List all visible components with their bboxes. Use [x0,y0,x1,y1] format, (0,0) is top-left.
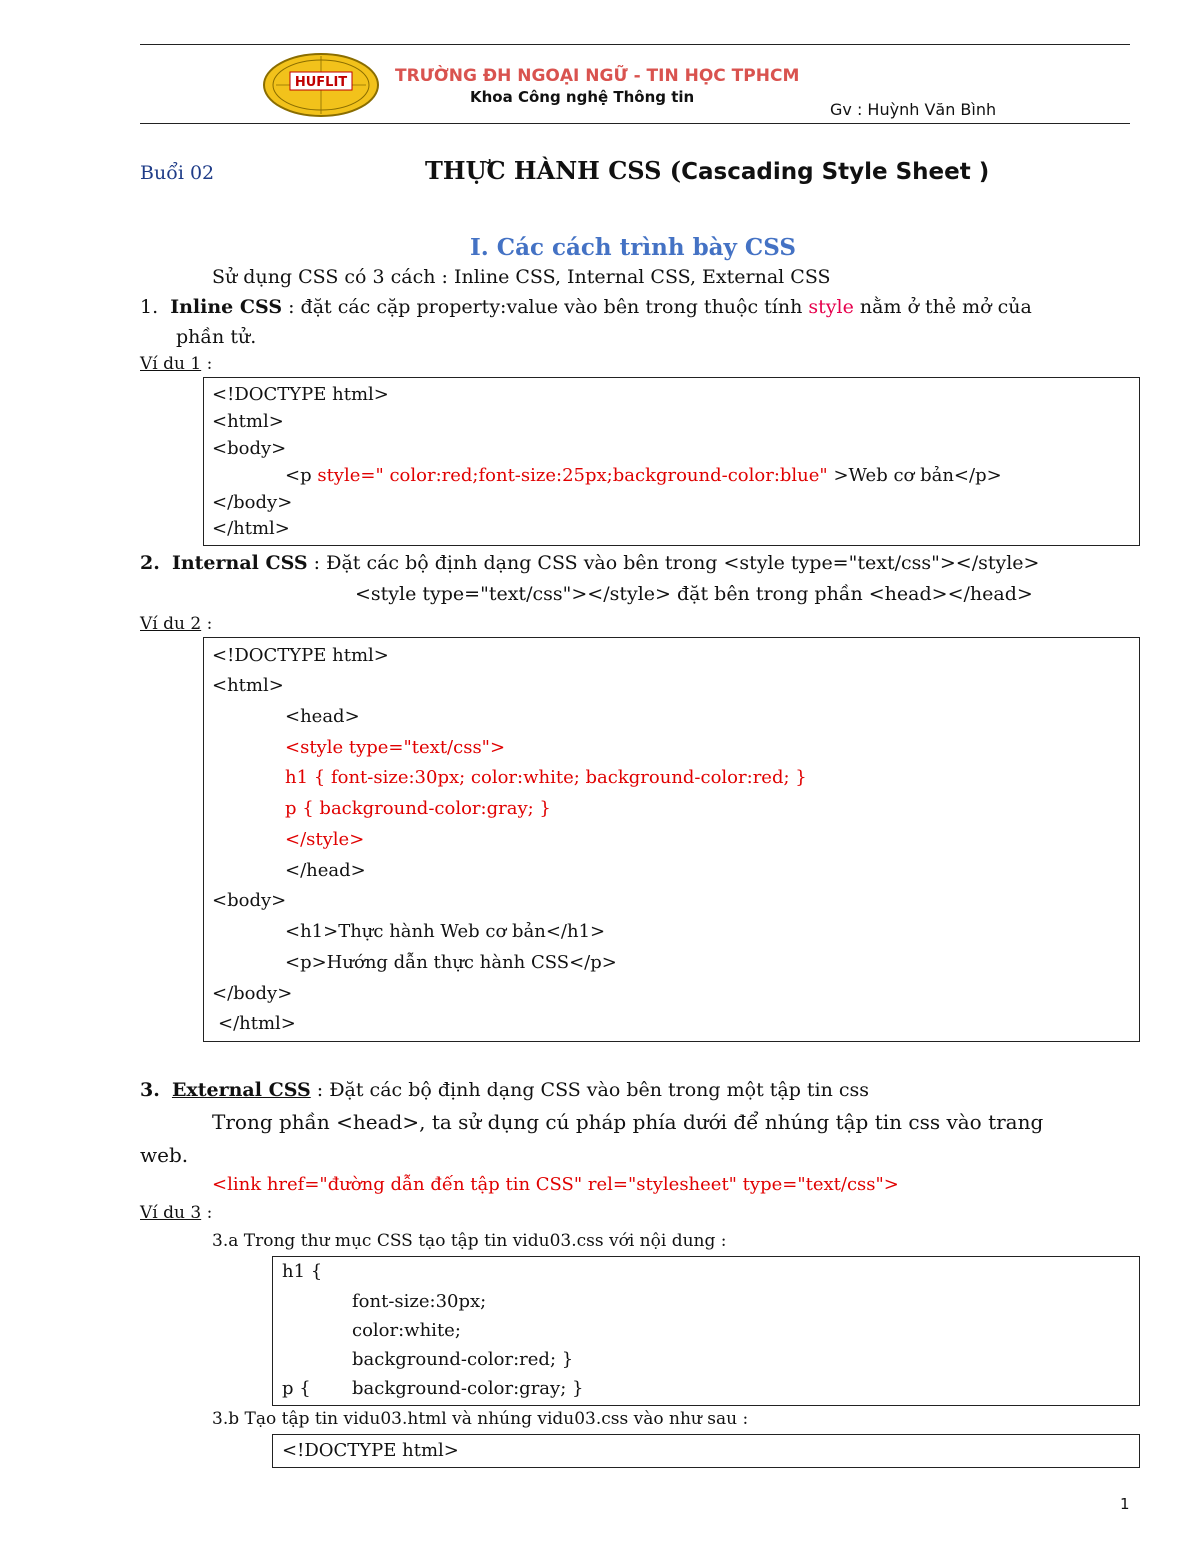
code2-line: p { background-color:gray; } [285,798,551,819]
teacher-name: Gv : Huỳnh Văn Bình [830,100,997,119]
item2-line [140,552,1039,574]
code3-line: background-color:red; } [352,1349,574,1370]
code3-line: color:white; [352,1320,461,1341]
code2-line: </head> [285,860,366,881]
example2-suffix: : [201,614,213,634]
code1-style-attr: style=" color:red;font-size:25px;background-color:blue" [317,465,834,486]
item3-line2: Trong phần <head>, ta sử dụng cú pháp phía dưới để nhúng tập tin css vào trang [212,1110,1044,1134]
item3-number: 3. [140,1079,160,1101]
page-number: 1 [1120,1495,1130,1513]
code3-line: h1 { [282,1261,323,1282]
code1-line: <!DOCTYPE html> [212,384,389,405]
code2-line: <h1>Thực hành Web cơ bản</h1> [285,921,606,942]
item2-text-a: : Đặt các bộ định dạng CSS vào bên trong <style type="text/css"></style> [307,552,1040,574]
page-title [425,156,989,185]
faculty-name: Khoa Công nghệ Thông tin [470,88,695,106]
step-3b: 3.b Tạo tập tin vidu03.html và nhúng vidu03.css vào như sau : [212,1409,749,1429]
lesson-label: Buổi 02 [140,162,215,184]
example2-label-text: Ví du 2 [140,614,202,634]
school-name: TRƯỜNG ĐH NGOẠI NGỮ - TIN HỌC TPHCM [395,66,800,86]
code2-line: <head> [285,706,360,727]
code1-line: </html> [212,518,290,539]
code1-line: <html> [212,411,284,432]
item1-number: 1. [140,296,159,318]
example2-label [140,614,212,634]
example1-suffix: : [201,354,213,374]
step-3a: 3.a Trong thư mục CSS tạo tập tin vidu03.css với nội dung : [212,1231,727,1251]
item1-label: Inline CSS [170,296,283,318]
code2-line: <html> [212,675,284,696]
code1-line: <body> [212,438,287,459]
code2-line: </body> [212,983,293,1004]
item2-label: Internal CSS [171,552,308,574]
item1-keyword: style [808,296,854,318]
title-main: THỰC HÀNH CSS ( [425,156,682,185]
item2-number: 2. [140,552,160,574]
code2-line: <body> [212,890,287,911]
item3-text-a: : Đặt các bộ định dạng CSS vào bên trong một tập tin css [310,1079,870,1101]
intro-text: Sử dụng CSS có 3 cách : Inline CSS, Internal CSS, External CSS [212,266,831,288]
logo-text: HUFLIT [294,75,348,90]
item3-line [140,1079,869,1101]
item1-line2: phần tử. [176,326,257,348]
header-top-rule [140,44,1130,45]
code1-tag: <p [285,465,318,486]
code2-line: <p>Hướng dẫn thực hành CSS</p> [285,952,617,973]
code1-line [285,465,1002,486]
school-logo [262,52,380,118]
code3-selector: p { [282,1378,311,1399]
code3-line [282,1378,311,1399]
title-sans: Cascading Style Sheet ) [681,159,990,185]
example3-suffix: : [201,1203,213,1223]
section-heading: I. Các cách trình bày CSS [470,234,796,261]
code3-line: font-size:30px; [352,1291,487,1312]
example3-label [140,1203,212,1223]
item1-line [140,296,1032,318]
code1-line: </body> [212,492,293,513]
example1-label [140,354,212,374]
code4-line: <!DOCTYPE html> [282,1440,459,1461]
link-syntax: <link href="đường dẫn đến tập tin CSS" rel="stylesheet" type="text/css"> [212,1174,899,1195]
example3-label-text: Ví du 3 [140,1203,202,1223]
code2-line: h1 { font-size:30px; color:white; background-color:red; } [285,767,807,788]
item1-text-a: : đặt các cặp property:value vào bên trong thuộc tính [282,296,809,318]
item3-line3: web. [140,1143,189,1167]
code1-tag-end: >Web cơ bản</p> [833,465,1002,486]
item1-text-b: nằm ở thẻ mở của [853,296,1032,318]
item2-line2: <style type="text/css"></style> đặt bên trong phần <head></head> [355,583,1033,605]
code2-line: <style type="text/css"> [285,737,506,758]
code2-line: </html> [218,1013,296,1034]
code2-line: <!DOCTYPE html> [212,645,389,666]
code3-line: background-color:gray; } [352,1378,584,1399]
example1-label-text: Ví du 1 [140,354,202,374]
code2-line: </style> [285,829,365,850]
item3-label: External CSS [171,1079,311,1101]
header-bottom-rule [140,123,1130,124]
